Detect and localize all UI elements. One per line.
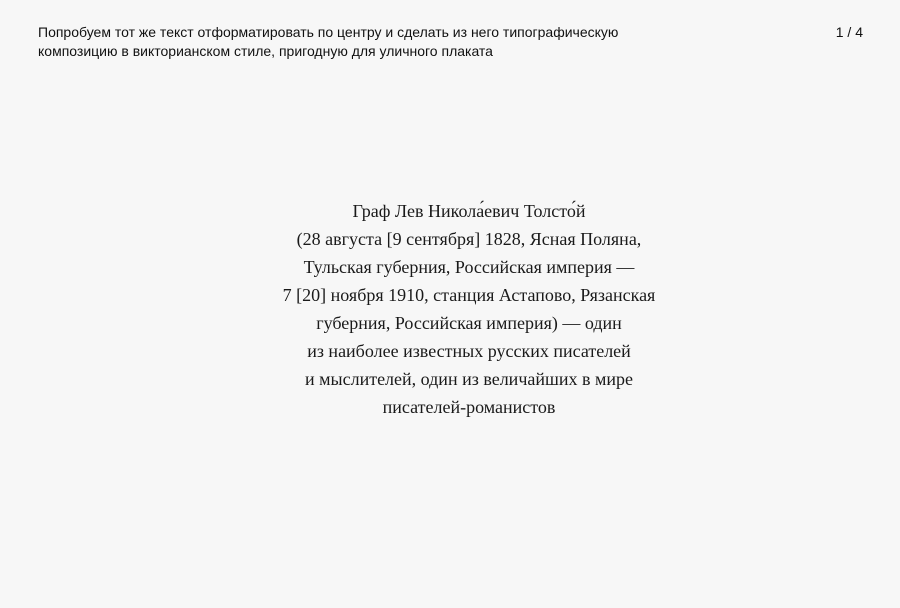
composition-line: (28 августа [9 сентября] 1828, Ясная Поляна, bbox=[296, 229, 642, 249]
composition-line: и мыслителей, один из величайших в мире bbox=[304, 369, 633, 389]
slide-counter: 1 / 4 bbox=[835, 24, 863, 40]
composition-line: Граф Лев Никола́евич Толсто́й bbox=[352, 201, 586, 221]
caption-line: композицию в викторианском стиле, пригодную для уличного плаката bbox=[38, 43, 493, 59]
typographic-composition bbox=[0, 197, 900, 421]
caption-line: Попробуем тот же текст отформатировать по центру и сделать из него типографическую bbox=[38, 24, 619, 40]
composition-line: писателей-романистов bbox=[382, 397, 556, 417]
composition-line: из наиболее известных русских писателей bbox=[307, 341, 631, 361]
composition-line: Тульская губерния, Российская империя — bbox=[303, 257, 635, 277]
composition-line: губерния, Российская империя) — один bbox=[316, 313, 622, 333]
composition-line: 7 [20] ноября 1910, станция Астапово, Рязанская bbox=[282, 285, 656, 305]
slide-caption bbox=[38, 23, 738, 61]
